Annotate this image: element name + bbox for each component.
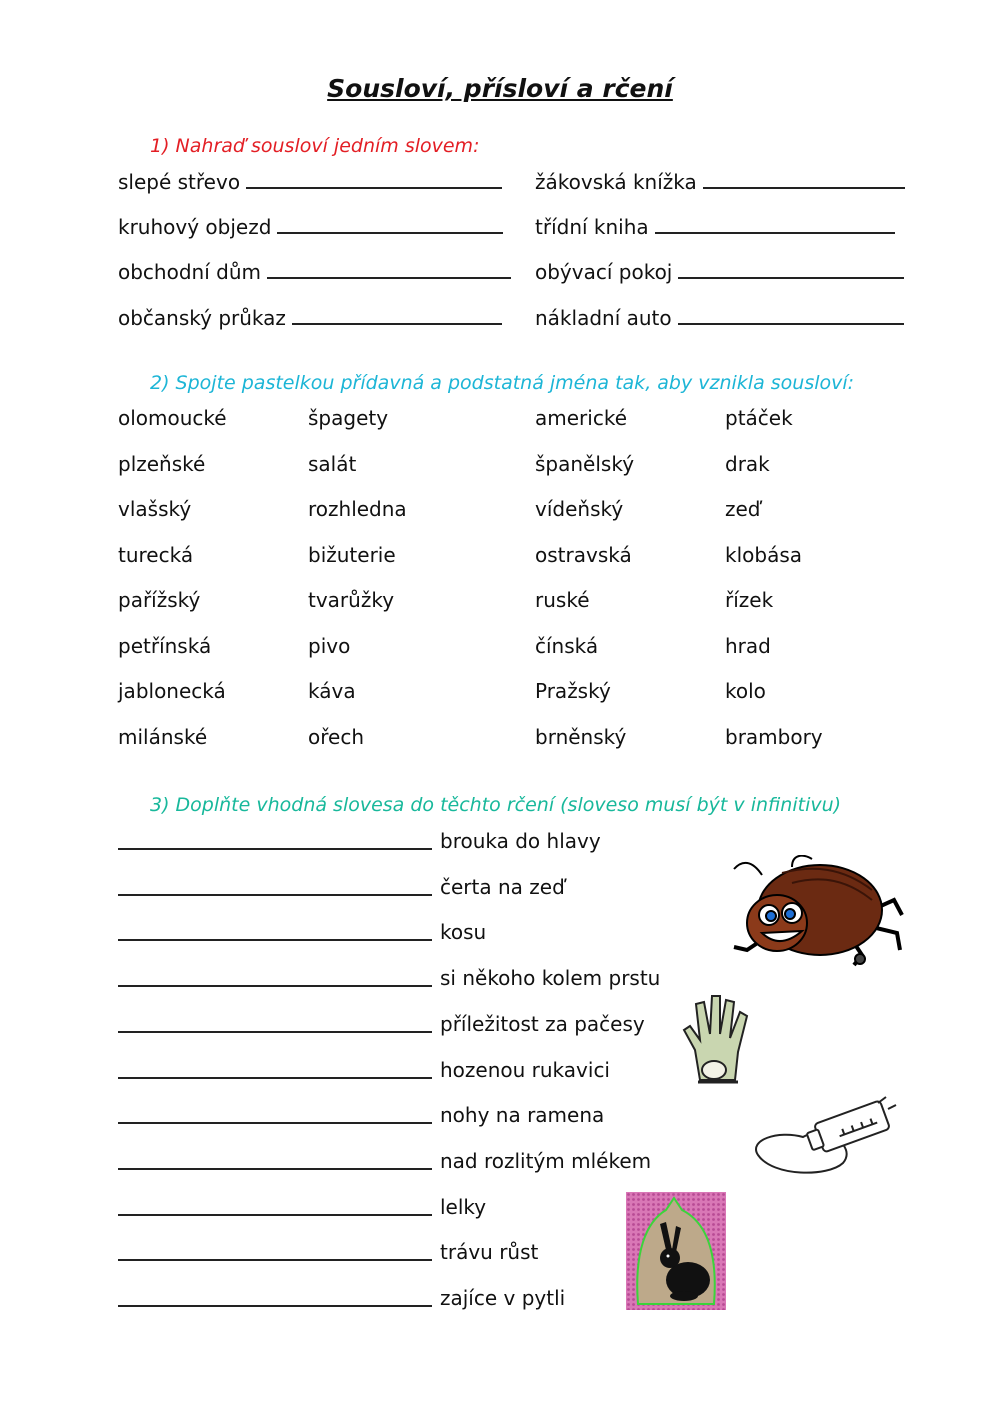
task1-heading: 1) Nahraď sousloví jedním slovem: xyxy=(150,135,480,157)
word-col4-6[interactable]: kolo xyxy=(725,679,766,703)
idiom-phrase: lelky xyxy=(440,1195,487,1219)
task1-row xyxy=(535,306,904,330)
task1-item: nákladní auto xyxy=(535,306,672,330)
answer-blank[interactable] xyxy=(277,215,503,234)
glove-illustration xyxy=(680,990,755,1090)
answer-blank[interactable] xyxy=(678,306,904,325)
word-col2-3[interactable]: bižuterie xyxy=(308,543,396,567)
task1-row xyxy=(118,260,511,284)
word-col2-0[interactable]: špagety xyxy=(308,406,389,430)
verb-blank[interactable] xyxy=(118,1122,432,1124)
word-col2-1[interactable]: salát xyxy=(308,452,357,476)
word-col4-2[interactable]: zeď xyxy=(725,497,761,521)
word-col4-7[interactable]: brambory xyxy=(725,725,823,749)
verb-blank[interactable] xyxy=(118,939,432,941)
idiom-phrase: trávu růst xyxy=(440,1240,539,1264)
word-col3-6[interactable]: Pražský xyxy=(535,679,611,703)
task1-row xyxy=(535,260,904,284)
task1-item: obývací pokoj xyxy=(535,260,673,284)
verb-blank[interactable] xyxy=(118,1214,432,1216)
spilled-milk-illustration xyxy=(748,1095,898,1180)
idiom-phrase: brouka do hlavy xyxy=(440,829,601,853)
word-col4-0[interactable]: ptáček xyxy=(725,406,793,430)
word-col3-5[interactable]: čínská xyxy=(535,634,599,658)
beetle-illustration xyxy=(722,855,907,970)
answer-blank[interactable] xyxy=(267,260,511,279)
verb-blank[interactable] xyxy=(118,1031,432,1033)
word-col1-5[interactable]: petřínská xyxy=(118,634,212,658)
word-col1-2[interactable]: vlašský xyxy=(118,497,192,521)
word-col2-7[interactable]: ořech xyxy=(308,725,364,749)
word-col3-2[interactable]: vídeňský xyxy=(535,497,624,521)
word-col2-6[interactable]: káva xyxy=(308,679,356,703)
task1-row xyxy=(535,170,905,194)
task1-row xyxy=(118,170,502,194)
word-col3-4[interactable]: ruské xyxy=(535,588,590,612)
word-col3-1[interactable]: španělský xyxy=(535,452,635,476)
verb-blank[interactable] xyxy=(118,1259,432,1261)
verb-blank[interactable] xyxy=(118,1305,432,1307)
hare-illustration xyxy=(626,1192,726,1310)
verb-blank[interactable] xyxy=(118,1077,432,1079)
word-col3-0[interactable]: americké xyxy=(535,406,627,430)
verb-blank[interactable] xyxy=(118,1168,432,1170)
task1-row xyxy=(118,215,503,239)
task3-heading: 3) Doplňte vhodná slovesa do těchto rčení (sloveso musí být v infinitivu) xyxy=(150,794,842,816)
task1-row xyxy=(118,306,502,330)
task1-item: občanský průkaz xyxy=(118,306,286,330)
idiom-phrase: čerta na zeď xyxy=(440,875,565,899)
idiom-phrase: nad rozlitým mlékem xyxy=(440,1149,652,1173)
word-col1-6[interactable]: jablonecká xyxy=(118,679,226,703)
word-col4-1[interactable]: drak xyxy=(725,452,770,476)
task1-item: kruhový objezd xyxy=(118,215,272,239)
word-col2-4[interactable]: tvarůžky xyxy=(308,588,395,612)
task1-item: třídní kniha xyxy=(535,215,649,239)
task1-item: slepé střevo xyxy=(118,170,241,194)
idiom-phrase: hozenou rukavici xyxy=(440,1058,610,1082)
idiom-phrase: kosu xyxy=(440,920,487,944)
task1-item: žákovská knížka xyxy=(535,170,697,194)
answer-blank[interactable] xyxy=(246,170,502,189)
word-col2-5[interactable]: pivo xyxy=(308,634,351,658)
answer-blank[interactable] xyxy=(292,306,502,325)
word-col1-7[interactable]: milánské xyxy=(118,725,208,749)
task1-item: obchodní dům xyxy=(118,260,261,284)
word-col2-2[interactable]: rozhledna xyxy=(308,497,407,521)
answer-blank[interactable] xyxy=(655,215,895,234)
word-col4-3[interactable]: klobása xyxy=(725,543,803,567)
answer-blank[interactable] xyxy=(678,260,904,279)
verb-blank[interactable] xyxy=(118,985,432,987)
word-col1-1[interactable]: plzeňské xyxy=(118,452,206,476)
idiom-phrase: si někoho kolem prstu xyxy=(440,966,661,990)
word-col3-3[interactable]: ostravská xyxy=(535,543,632,567)
word-col1-0[interactable]: olomoucké xyxy=(118,406,227,430)
verb-blank[interactable] xyxy=(118,894,432,896)
task2-heading: 2) Spojte pastelkou přídavná a podstatná jména tak, aby vznikla sousloví: xyxy=(150,372,855,394)
word-col1-3[interactable]: turecká xyxy=(118,543,194,567)
idiom-phrase: příležitost za pačesy xyxy=(440,1012,645,1036)
idiom-phrase: zajíce v pytli xyxy=(440,1286,566,1310)
word-col3-7[interactable]: brněnský xyxy=(535,725,627,749)
page-title: Sousloví, přísloví a rčení xyxy=(327,74,673,103)
answer-blank[interactable] xyxy=(703,170,905,189)
word-col4-5[interactable]: hrad xyxy=(725,634,771,658)
idiom-phrase: nohy na ramena xyxy=(440,1103,605,1127)
task1-row xyxy=(535,215,895,239)
word-col1-4[interactable]: pařížský xyxy=(118,588,201,612)
word-col4-4[interactable]: řízek xyxy=(725,588,774,612)
verb-blank[interactable] xyxy=(118,848,432,850)
